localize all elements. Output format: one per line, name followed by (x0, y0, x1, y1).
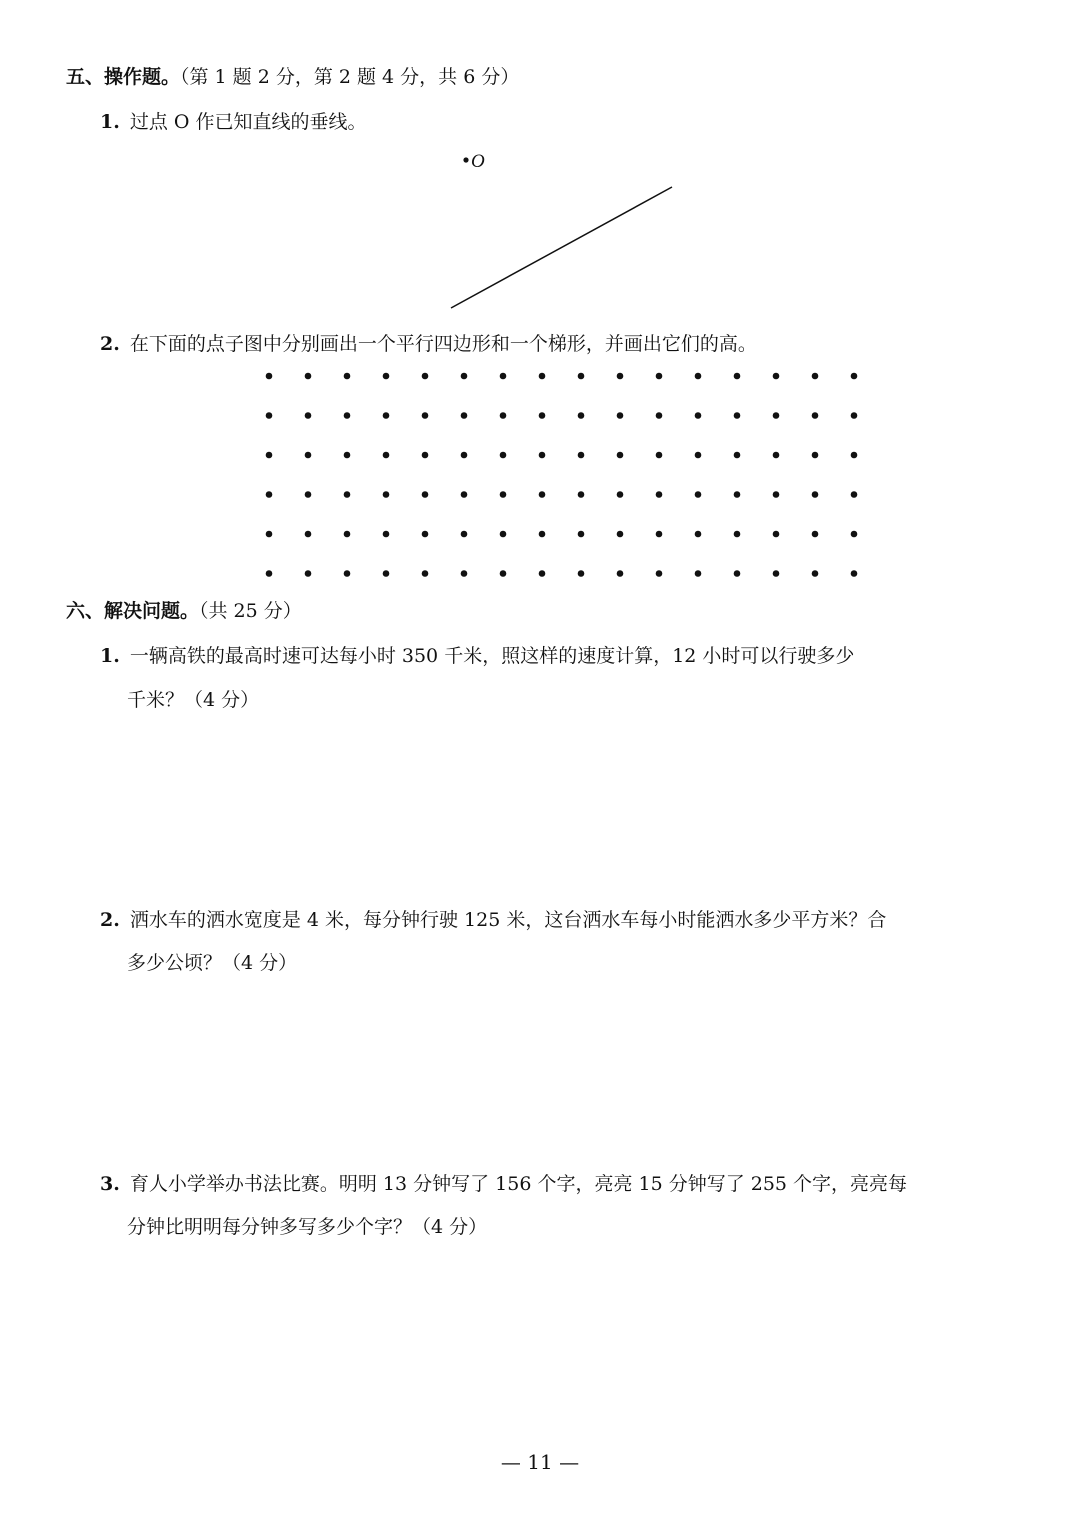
grid-dot[interactable] (695, 412, 702, 419)
grid-dot[interactable] (617, 373, 624, 380)
s6-q2-line2: 多少公顷？（4 分） (127, 952, 298, 974)
grid-dot[interactable] (578, 412, 585, 419)
section-6-heading: 六、解决问题。 (66, 600, 200, 622)
s6-q1-line1: 一辆高铁的最高时速可达每小时 350 千米，照这样的速度计算，12 小时可以行驶多少 (129, 645, 855, 667)
grid-dot[interactable] (422, 412, 429, 419)
given-line (451, 187, 672, 308)
grid-dot[interactable] (539, 452, 546, 459)
grid-dot[interactable] (656, 531, 663, 538)
grid-dot[interactable] (851, 491, 858, 498)
s5-q1-number: 1. (100, 111, 120, 133)
section-6-title (66, 596, 302, 623)
grid-dot[interactable] (773, 452, 780, 459)
grid-dot[interactable] (812, 491, 819, 498)
grid-dot[interactable] (773, 491, 780, 498)
grid-dot[interactable] (383, 373, 390, 380)
grid-dot[interactable] (305, 570, 312, 577)
s6-question-2 (100, 905, 886, 932)
grid-dot[interactable] (812, 452, 819, 459)
grid-dot[interactable] (851, 452, 858, 459)
grid-dot[interactable] (305, 531, 312, 538)
grid-dot[interactable] (851, 412, 858, 419)
grid-dot[interactable] (461, 373, 468, 380)
grid-dot[interactable] (695, 570, 702, 577)
grid-dot[interactable] (266, 491, 273, 498)
grid-dot[interactable] (344, 452, 351, 459)
grid-dot[interactable] (344, 531, 351, 538)
s5-question-1 (100, 107, 367, 134)
s6-q3-line2: 分钟比明明每分钟多写多少个字？（4 分） (127, 1216, 488, 1238)
s5-question-2 (100, 329, 757, 356)
grid-dot[interactable] (578, 570, 585, 577)
grid-dot[interactable] (773, 373, 780, 380)
section-5-score-note: （第 1 题 2 分，第 2 题 4 分，共 6 分） (180, 66, 520, 88)
s6-question-3 (100, 1169, 907, 1196)
grid-dot[interactable] (617, 452, 624, 459)
s6-q3-number: 3. (100, 1173, 120, 1195)
grid-dot[interactable] (500, 412, 507, 419)
grid-dot[interactable] (539, 373, 546, 380)
grid-dot[interactable] (851, 531, 858, 538)
grid-dot[interactable] (344, 491, 351, 498)
grid-dot[interactable] (266, 570, 273, 577)
s5-q2-number: 2. (100, 333, 120, 355)
grid-dot[interactable] (812, 373, 819, 380)
grid-dot[interactable] (695, 452, 702, 459)
grid-dot[interactable] (578, 373, 585, 380)
section-5-heading: 五、操作题。 (66, 66, 181, 88)
s6-q3-line1: 育人小学举办书法比赛。明明 13 分钟写了 156 个字，亮亮 15 分钟写了 255 个字，亮亮每 (129, 1173, 908, 1195)
grid-dot[interactable] (305, 452, 312, 459)
perpendicular-figure (440, 140, 700, 320)
grid-dot[interactable] (500, 570, 507, 577)
grid-dot[interactable] (383, 452, 390, 459)
grid-dot[interactable] (734, 373, 741, 380)
grid-dot[interactable] (773, 531, 780, 538)
grid-dot[interactable] (695, 373, 702, 380)
grid-dot[interactable] (461, 531, 468, 538)
grid-dot[interactable] (539, 531, 546, 538)
grid-dot[interactable] (617, 491, 624, 498)
s5-q1-text: 过点 O 作已知直线的垂线。 (129, 111, 367, 133)
grid-dot[interactable] (344, 412, 351, 419)
point-o (463, 157, 468, 162)
grid-dot[interactable] (500, 531, 507, 538)
grid-dot[interactable] (500, 373, 507, 380)
grid-dot[interactable] (305, 491, 312, 498)
grid-dot[interactable] (266, 412, 273, 419)
grid-dot[interactable] (266, 452, 273, 459)
grid-dot[interactable] (656, 452, 663, 459)
grid-dot[interactable] (422, 491, 429, 498)
grid-dot[interactable] (656, 412, 663, 419)
grid-dot[interactable] (383, 491, 390, 498)
grid-dot[interactable] (734, 491, 741, 498)
grid-dot[interactable] (617, 570, 624, 577)
grid-dot[interactable] (656, 491, 663, 498)
grid-dot[interactable] (578, 531, 585, 538)
grid-dot[interactable] (305, 412, 312, 419)
grid-dot[interactable] (305, 373, 312, 380)
grid-dot[interactable] (383, 412, 390, 419)
page-number: — 11 — (500, 1450, 580, 1474)
grid-dot[interactable] (695, 491, 702, 498)
grid-dot[interactable] (344, 570, 351, 577)
grid-dot[interactable] (383, 570, 390, 577)
grid-dot[interactable] (656, 570, 663, 577)
grid-dot[interactable] (500, 452, 507, 459)
grid-dot[interactable] (578, 452, 585, 459)
grid-dot[interactable] (617, 531, 624, 538)
grid-dot[interactable] (851, 570, 858, 577)
s6-q2-number: 2. (100, 909, 120, 931)
grid-dot[interactable] (461, 491, 468, 498)
grid-dot[interactable] (461, 412, 468, 419)
s6-q2-line1: 洒水车的洒水宽度是 4 米，每分钟行驶 125 米，这台洒水车每小时能洒水多少平方米？合 (129, 909, 887, 931)
grid-dot[interactable] (578, 491, 585, 498)
grid-dot[interactable] (344, 373, 351, 380)
point-o-label: O (471, 151, 485, 172)
grid-dot[interactable] (773, 570, 780, 577)
s6-q1-number: 1. (100, 645, 120, 667)
grid-dot[interactable] (422, 570, 429, 577)
s6-q1-line2: 千米？（4 分） (127, 689, 260, 711)
grid-dot[interactable] (422, 531, 429, 538)
section-6-score-note: （共 25 分） (199, 600, 302, 622)
grid-dot[interactable] (734, 570, 741, 577)
grid-dot[interactable] (266, 373, 273, 380)
grid-dot[interactable] (422, 452, 429, 459)
grid-dot[interactable] (734, 452, 741, 459)
grid-dot[interactable] (812, 531, 819, 538)
dot-grid[interactable] (255, 360, 870, 590)
grid-dot[interactable] (422, 373, 429, 380)
s6-question-1 (100, 641, 854, 668)
grid-dot[interactable] (695, 531, 702, 538)
grid-dot[interactable] (461, 452, 468, 459)
grid-dot[interactable] (461, 570, 468, 577)
grid-dot[interactable] (539, 570, 546, 577)
grid-dot[interactable] (500, 491, 507, 498)
grid-dot[interactable] (812, 412, 819, 419)
s5-q2-text: 在下面的点子图中分别画出一个平行四边形和一个梯形，并画出它们的高。 (129, 333, 757, 355)
grid-dot[interactable] (734, 531, 741, 538)
grid-dot[interactable] (266, 531, 273, 538)
grid-dot[interactable] (656, 373, 663, 380)
grid-dot[interactable] (734, 412, 741, 419)
grid-dot[interactable] (812, 570, 819, 577)
grid-dot[interactable] (383, 531, 390, 538)
grid-dot[interactable] (851, 373, 858, 380)
grid-dot[interactable] (617, 412, 624, 419)
section-5-title (66, 62, 519, 89)
grid-dot[interactable] (539, 412, 546, 419)
grid-dot[interactable] (539, 491, 546, 498)
grid-dot[interactable] (773, 412, 780, 419)
